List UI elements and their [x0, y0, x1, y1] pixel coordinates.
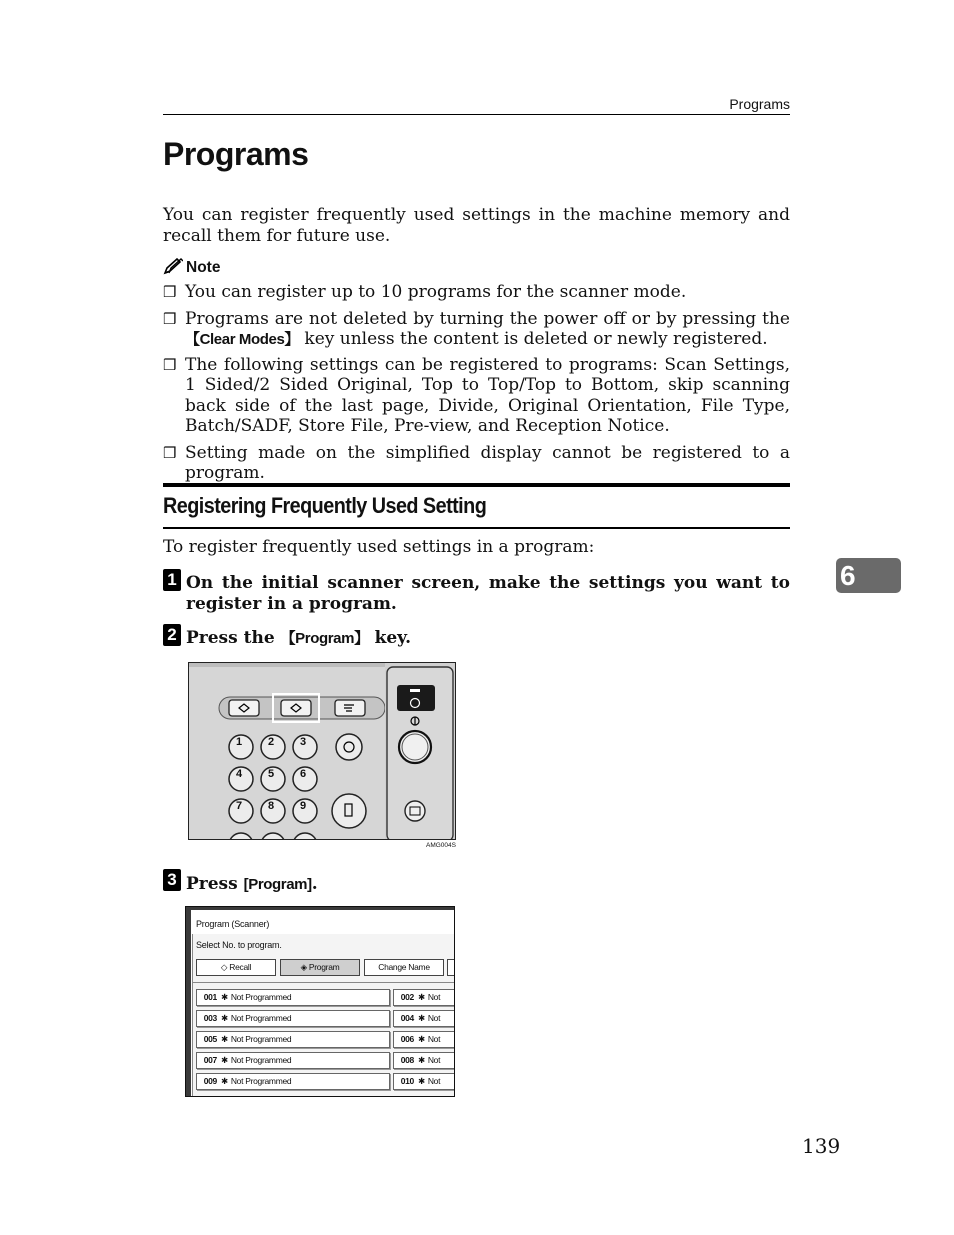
program-screen-illustration: [185, 906, 455, 1097]
step-text-post: .: [311, 874, 318, 894]
checkbox-icon: ❒: [163, 283, 177, 301]
checkbox-icon: ❒: [163, 310, 177, 328]
program-slot[interactable]: 003 ✱ Not Programmed: [196, 1010, 390, 1027]
keypad-key-7: 7: [236, 800, 243, 812]
figure-code: AMG004S: [426, 842, 456, 849]
note-item-text-post: key unless the content is deleted or newly registered.: [299, 329, 768, 350]
diamond-icon: ◈: [300, 962, 309, 972]
asterisk-icon: ✱: [418, 1034, 425, 1044]
asterisk-icon: ✱: [221, 1013, 228, 1023]
more-button[interactable]: [447, 959, 455, 976]
header-rule: [163, 114, 790, 115]
program-slot[interactable]: 009 ✱ Not Programmed: [196, 1073, 390, 1090]
step-text: [186, 874, 790, 896]
program-slot[interactable]: 001 ✱ Not Programmed: [196, 989, 390, 1006]
page-number: 139: [802, 1134, 841, 1158]
note-heading-label: Note: [186, 259, 221, 276]
keypad-key-1: 1: [236, 736, 243, 748]
asterisk-icon: ✱: [418, 1076, 425, 1086]
step-text-pre: Press the: [186, 628, 281, 648]
asterisk-icon: ✱: [221, 1055, 228, 1065]
step-text-post: key.: [368, 628, 412, 648]
step-text-pre: Press: [186, 874, 244, 894]
step-number-badge: 2: [163, 624, 181, 646]
screen-top-edge: [186, 907, 455, 910]
asterisk-icon: ✱: [418, 1013, 425, 1023]
program-slot[interactable]: 008 ✱ Not: [393, 1052, 455, 1069]
step-text: On the initial scanner screen, make the settings you want to register in a program.: [186, 573, 790, 614]
control-panel-illustration: [188, 662, 456, 840]
note-item-text: [185, 309, 790, 351]
clear-modes-key-open-bracket: 【: [185, 331, 200, 349]
program-slot[interactable]: 010 ✱ Not: [393, 1073, 455, 1090]
program-slot[interactable]: 002 ✱ Not: [393, 989, 455, 1006]
keypad-key-9: 9: [300, 800, 307, 812]
asterisk-icon: ✱: [221, 1076, 228, 1086]
program-key-close-bracket: 】: [354, 630, 369, 647]
keypad-key-3: 3: [300, 736, 307, 748]
checkbox-icon: ❒: [163, 444, 177, 462]
note-item: [163, 282, 790, 302]
page-title: Programs: [163, 136, 309, 172]
note-item: [163, 443, 790, 484]
checkbox-icon: ❒: [163, 356, 177, 374]
keypad-key-4: 4: [236, 768, 243, 780]
program-key-open-bracket: 【: [280, 630, 296, 647]
step-number-badge: 3: [163, 869, 181, 891]
note-heading: [163, 258, 220, 277]
step-number-badge: 1: [163, 569, 181, 591]
pencil-icon: [163, 258, 183, 275]
program-slot[interactable]: 007 ✱ Not Programmed: [196, 1052, 390, 1069]
note-item-text: You can register up to 10 programs for the scanner mode.: [185, 282, 687, 302]
recall-button[interactable]: ◇ Recall: [196, 959, 276, 976]
running-head: Programs: [729, 96, 790, 112]
chapter-tab: 6: [836, 558, 901, 593]
section-lead: To register frequently used settings in a program:: [163, 537, 595, 557]
note-item-text: Setting made on the simplified display cannot be registered to a program.: [185, 443, 790, 484]
screen-divider: [192, 982, 455, 983]
note-item: [163, 309, 790, 351]
change-name-button[interactable]: Change Name: [364, 959, 444, 976]
section-title: Registering Frequently Used Setting: [163, 493, 487, 518]
keypad-key-8: 8: [268, 800, 275, 812]
diamond-icon: ◇: [220, 962, 230, 972]
note-item: [163, 355, 790, 436]
asterisk-icon: ✱: [418, 1055, 425, 1065]
asterisk-icon: ✱: [221, 992, 228, 1002]
intro-paragraph: You can register frequently used settings in the machine memory and recall them for future use.: [163, 205, 790, 246]
asterisk-icon: ✱: [418, 992, 425, 1002]
keypad-key-6: 6: [300, 768, 307, 780]
program-key-label: Program: [295, 630, 355, 647]
section-rule-bottom: [163, 527, 790, 529]
asterisk-icon: ✱: [221, 1034, 228, 1044]
program-button-label: [Program]: [243, 876, 312, 893]
section-rule-top: [163, 483, 790, 487]
step-text: [186, 628, 790, 650]
keypad-key-5: 5: [268, 768, 275, 780]
clear-modes-key-close-bracket: 】: [284, 331, 300, 349]
keypad-key-2: 2: [268, 736, 275, 748]
program-slot[interactable]: 006 ✱ Not: [393, 1031, 455, 1048]
clear-modes-key-label: Clear Modes: [199, 331, 285, 349]
screen-title: Program (Scanner): [196, 919, 270, 929]
program-slot[interactable]: 004 ✱ Not: [393, 1010, 455, 1027]
screen-subtitle: Select No. to program.: [196, 940, 282, 950]
screen-left-edge: [186, 907, 191, 1097]
note-item-text-pre: Programs are not deleted by turning the power off or by pressing the: [185, 309, 790, 329]
note-item-text: The following settings can be registered to programs: Scan Settings, 1 Sided/2 Sided Original, Top to Top/Top to Bottom, skip scanning back side of the last page, Divide, Original Orientation, File Type, Batch/SADF, Store File, Pre-view, and Reception Notice.: [185, 355, 790, 436]
program-slot[interactable]: 005 ✱ Not Programmed: [196, 1031, 390, 1048]
program-button[interactable]: ◈ Program: [280, 959, 360, 976]
